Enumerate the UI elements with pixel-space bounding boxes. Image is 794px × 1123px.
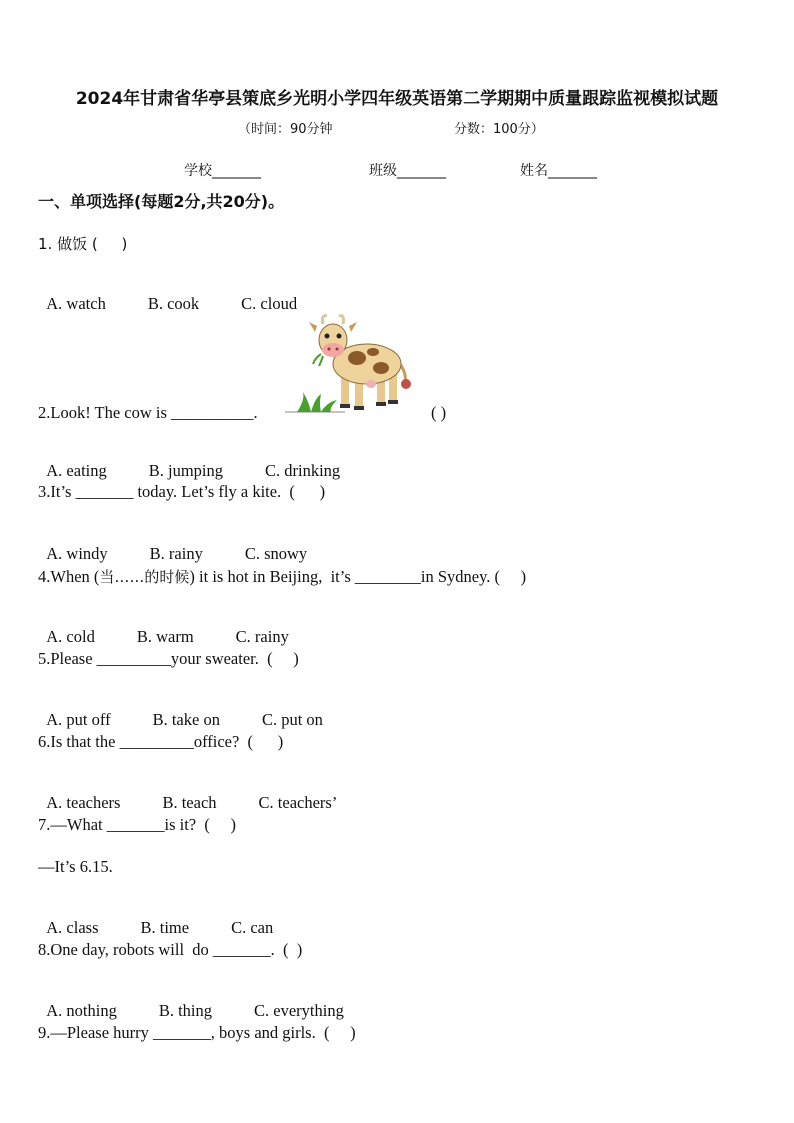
question-4: 4.When (当……的时候) it is hot in Beijing, it’s ________in Sydney. ( ) xyxy=(38,567,527,586)
exam-score: 分数：100分） xyxy=(454,122,544,137)
option-b: B. teach xyxy=(162,793,217,812)
question-3-options xyxy=(38,524,349,564)
page-title: 2024年甘肃省华亭县策底乡光明小学四年级英语第二学期期中质量跟踪监视模拟试题 xyxy=(75,89,719,109)
question-7: 7.—What _______is it? ( ) xyxy=(38,815,236,834)
option-c: C. snowy xyxy=(244,544,308,563)
question-7-reply: —It’s 6.15. xyxy=(38,857,113,876)
question-2-options xyxy=(38,441,382,481)
option-b: B. thing xyxy=(158,1001,213,1020)
option-c: C. everything xyxy=(254,1001,344,1020)
option-b: B. warm xyxy=(136,627,194,646)
option-c: C. cloud xyxy=(241,294,298,313)
question-7-options xyxy=(38,898,315,938)
cow-icon xyxy=(285,312,421,420)
option-b: B. rainy xyxy=(149,544,203,563)
option-b: B. take on xyxy=(152,710,220,729)
name-field: 姓名_______ xyxy=(520,163,597,179)
question-5-options xyxy=(38,690,365,730)
question-5: 5.Please _________your sweater. ( ) xyxy=(38,649,299,668)
option-a: A. cold xyxy=(46,627,95,646)
option-a: A. nothing xyxy=(46,1001,117,1020)
question-8: 8.One day, robots will do _______. ( ) xyxy=(38,940,303,959)
option-c: C. drinking xyxy=(265,461,341,480)
school-field: 学校_______ xyxy=(184,163,261,179)
option-c: C. put on xyxy=(261,710,323,729)
question-8-options xyxy=(38,981,386,1021)
chinese-gloss: 当……的时候 xyxy=(99,568,190,586)
question-9: 9.—Please hurry _______, boys and girls. ( ) xyxy=(38,1023,356,1042)
option-a: A. teachers xyxy=(46,793,121,812)
question-4-options xyxy=(38,607,331,647)
question-2-answer-paren: ( ) xyxy=(431,403,447,422)
option-a: A. put off xyxy=(46,710,111,729)
question-6-options xyxy=(38,773,379,813)
option-b: B. jumping xyxy=(148,461,223,480)
option-a: A. watch xyxy=(46,294,106,313)
question-1: 1. 做饭 ( ) xyxy=(38,235,128,253)
exam-time: （时间：90分钟 xyxy=(238,122,333,137)
option-b: B. cook xyxy=(147,294,200,313)
question-3: 3.It’s _______ today. Let’s fly a kite. ( ) xyxy=(38,482,326,501)
question-1-options xyxy=(38,274,339,314)
section-heading: 一、单项选择(每题2分,共20分)。 xyxy=(38,192,285,211)
option-a: A. windy xyxy=(46,544,108,563)
option-b: B. time xyxy=(140,918,190,937)
option-c: C. teachers’ xyxy=(258,793,338,812)
class-field: 班级_______ xyxy=(369,163,446,179)
question-6: 6.Is that the _________office? ( ) xyxy=(38,732,284,751)
question-2: 2.Look! The cow is __________. xyxy=(38,403,258,422)
option-c: C. rainy xyxy=(235,627,289,646)
option-c: C. can xyxy=(231,918,274,937)
option-a: A. eating xyxy=(46,461,107,480)
option-a: A. class xyxy=(46,918,99,937)
